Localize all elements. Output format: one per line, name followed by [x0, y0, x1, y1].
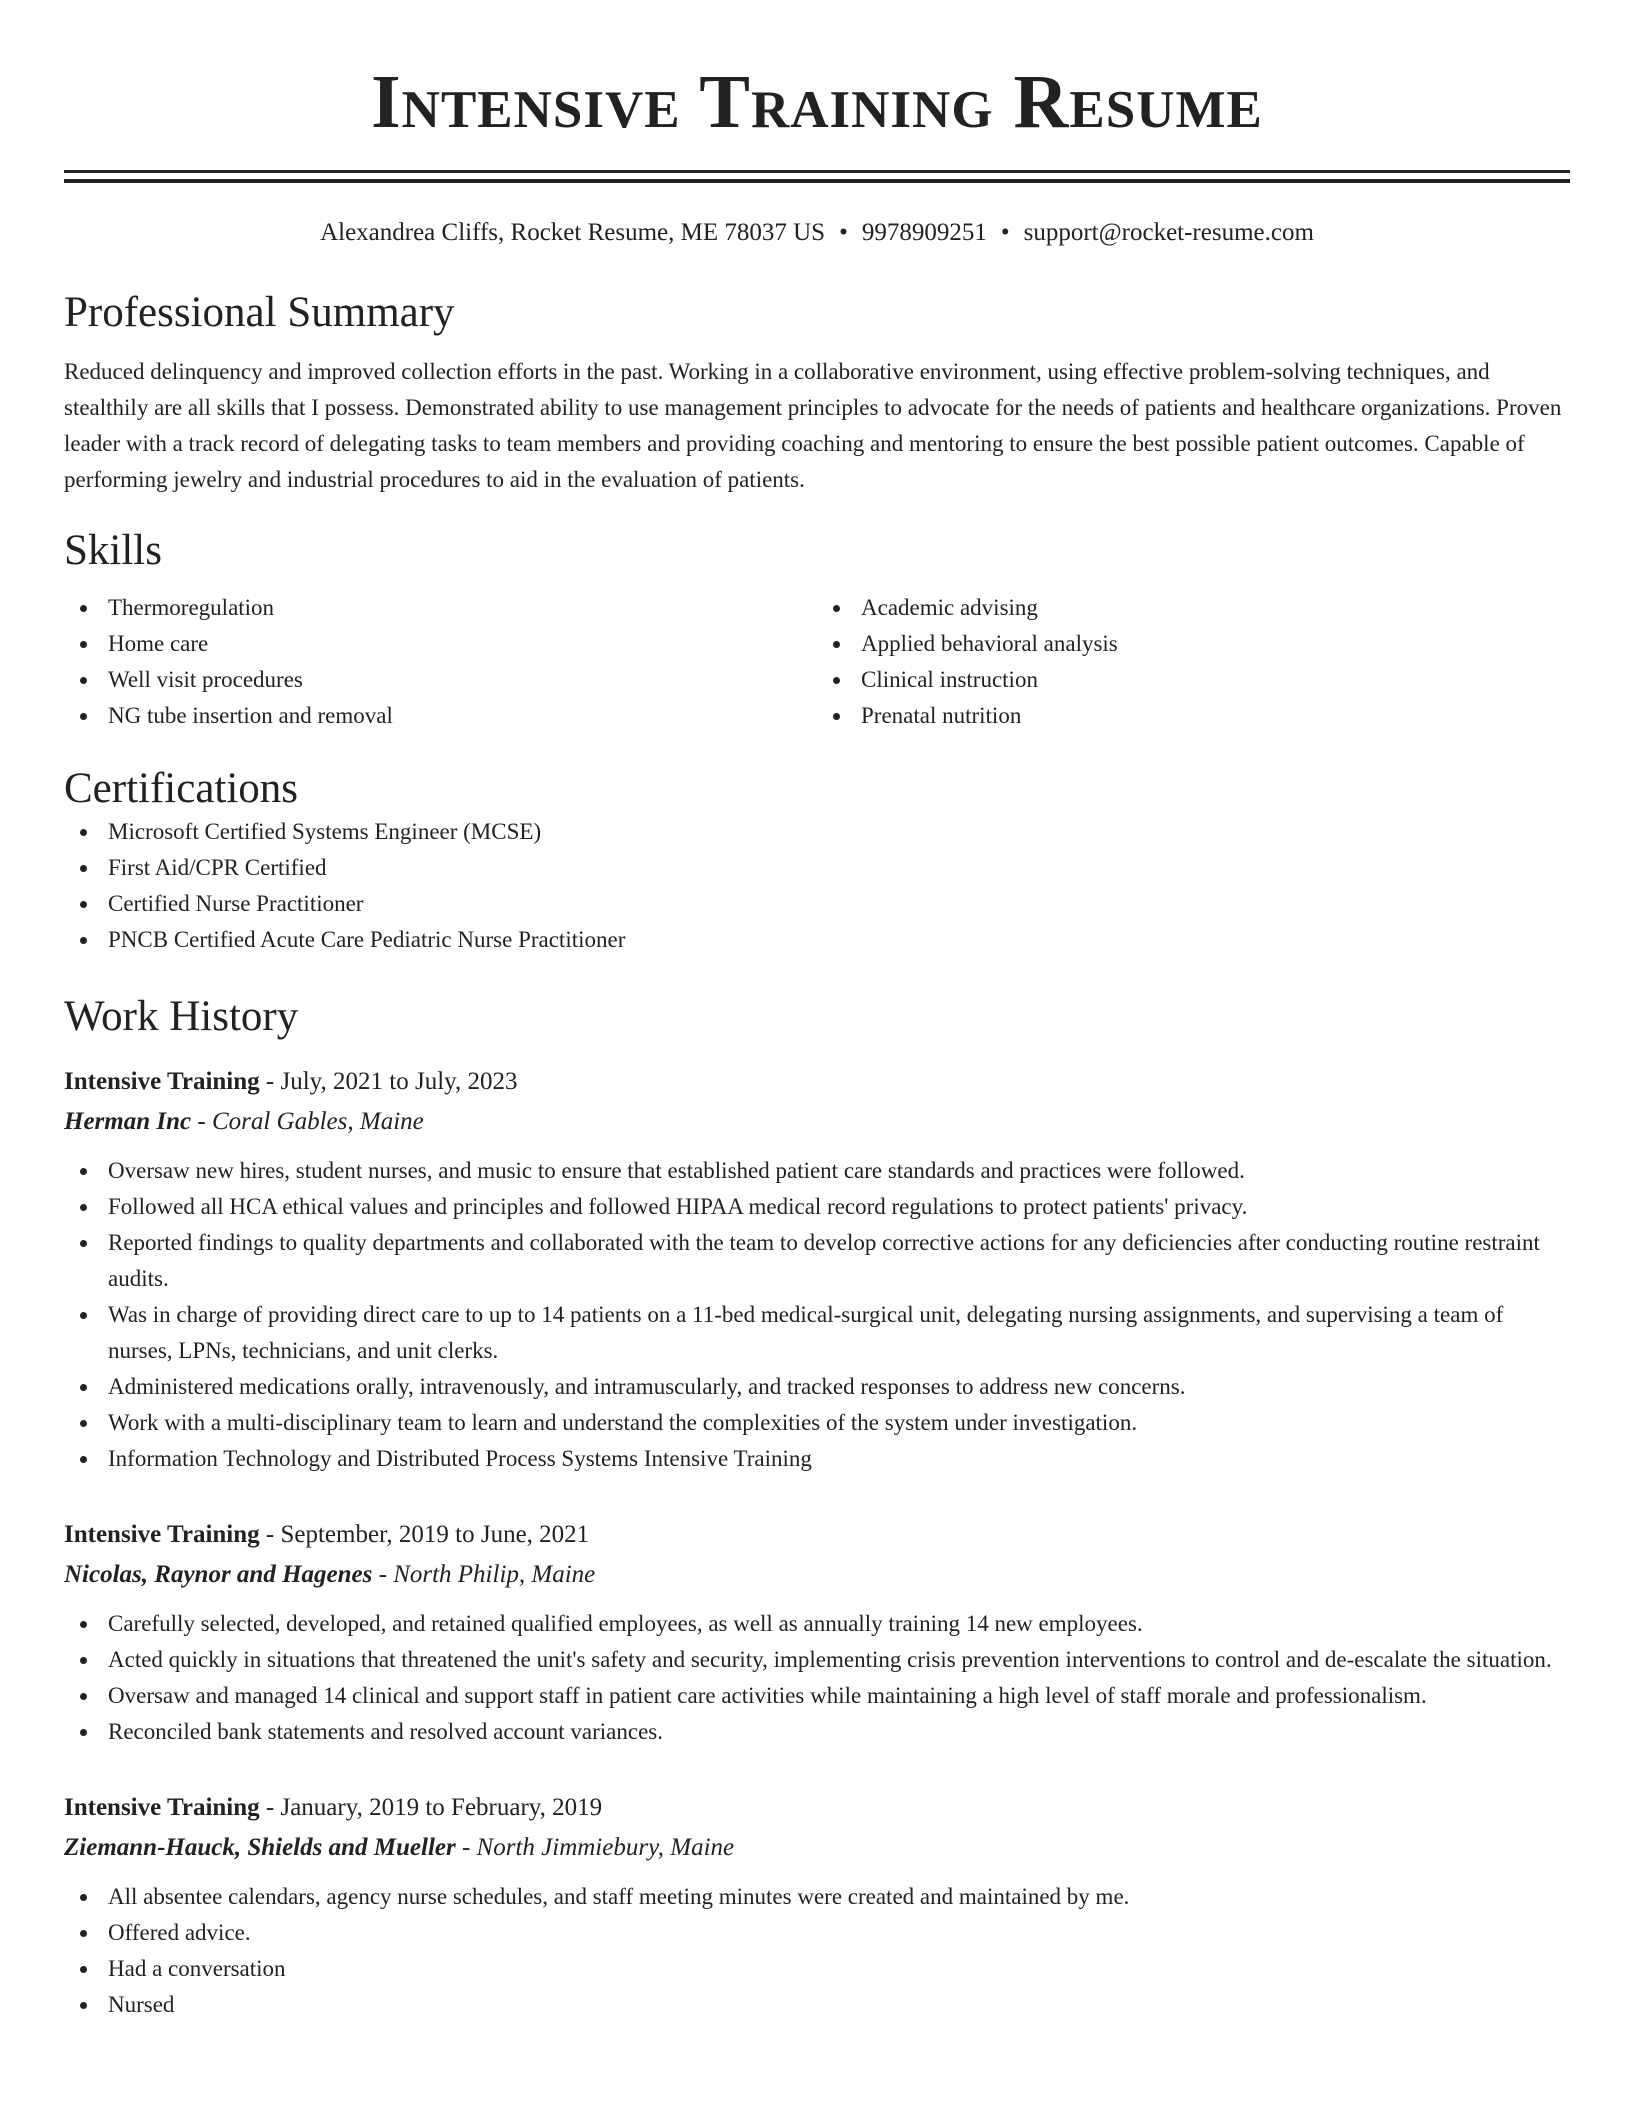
job-title-line [64, 1788, 1570, 1828]
job-title: Intensive Training [64, 1068, 260, 1095]
job-location: North Philip, Maine [393, 1561, 596, 1588]
job-bullet: Reconciled bank statements and resolved account variances. [64, 1714, 1570, 1750]
job-bullet: Reported findings to quality departments and collaborated with the team to develop corrective actions for any deficiencies after conducting routine restraint audits. [64, 1225, 1570, 1297]
skills-list [64, 590, 1570, 734]
job-dates: September, 2019 to June, 2021 [280, 1521, 590, 1548]
certifications-list [64, 814, 1570, 958]
job-bullets [64, 1879, 1570, 2023]
title-divider-bottom [64, 179, 1570, 183]
job-company: Ziemann-Hauck, Shields and Mueller [64, 1834, 456, 1861]
job-dates: January, 2019 to February, 2019 [280, 1794, 603, 1821]
job-entry [64, 1515, 1570, 1750]
job-location: North Jimmiebury, Maine [476, 1834, 735, 1861]
section-heading-skills: Skills [64, 527, 162, 574]
skill-item: Home care [64, 626, 817, 662]
job-bullet: Acted quickly in situations that threatened the unit's safety and security, implementing crisis prevention interventions to control and de-escalate the situation. [64, 1642, 1570, 1678]
job-entry [64, 1788, 1570, 2023]
job-separator: - [191, 1108, 212, 1135]
job-separator: - [455, 1834, 477, 1861]
job-company-line [64, 1828, 1570, 1868]
job-title-line [64, 1515, 1570, 1555]
job-company-line [64, 1555, 1570, 1595]
section-heading-certifications: Certifications [64, 765, 299, 812]
job-bullets [64, 1153, 1570, 1477]
job-separator: - [372, 1561, 394, 1588]
job-bullet: Offered advice. [64, 1915, 1570, 1951]
resume-title: Intensive Training Resume [371, 60, 1263, 144]
certification-item: Microsoft Certified Systems Engineer (MCSE) [64, 814, 1570, 850]
job-bullets [64, 1606, 1570, 1750]
job-title-line [64, 1062, 1570, 1102]
skill-item: Academic advising [817, 590, 1570, 626]
job-bullet: Oversaw and managed 14 clinical and support staff in patient care activities while maintaining a high level of staff morale and professionalism. [64, 1678, 1570, 1714]
job-location: Coral Gables, Maine [211, 1108, 424, 1135]
job-bullet: Information Technology and Distributed Process Systems Intensive Training [64, 1441, 1570, 1477]
skill-item: Prenatal nutrition [817, 698, 1570, 734]
job-bullet: Had a conversation [64, 1951, 1570, 1987]
skill-item: NG tube insertion and removal [64, 698, 817, 734]
skill-item: Applied behavioral analysis [817, 626, 1570, 662]
job-company-line [64, 1102, 1570, 1142]
certification-item: Certified Nurse Practitioner [64, 886, 1570, 922]
job-company: Herman Inc [64, 1108, 192, 1135]
contact-phone: 9978909251 [861, 219, 987, 246]
contact-separator: • [839, 219, 848, 246]
contact-email: support@rocket-resume.com [1023, 219, 1314, 246]
resume-page [64, 0, 1570, 2023]
job-bullet: Was in charge of providing direct care to up to 14 patients on a 11-bed medical-surgical unit, delegating nursing assignments, and supervising a team of nurses, LPNs, technicians, and unit clerks. [64, 1297, 1570, 1369]
job-company: Nicolas, Raynor and Hagenes [64, 1561, 373, 1588]
section-heading-summary: Professional Summary [64, 289, 455, 336]
skill-item: Well visit procedures [64, 662, 817, 698]
job-separator: - [259, 1521, 281, 1548]
job-separator: - [259, 1068, 281, 1095]
skill-item: Thermoregulation [64, 590, 817, 626]
job-title: Intensive Training [64, 1521, 260, 1548]
job-bullet: Work with a multi-disciplinary team to learn and understand the complexities of the system under investigation. [64, 1405, 1570, 1441]
contact-address: Alexandrea Cliffs, Rocket Resume, ME 78037 US [320, 219, 826, 246]
contact-line [64, 218, 1570, 248]
contact-separator: • [1000, 219, 1010, 246]
job-entry [64, 1062, 1570, 1477]
job-separator: - [259, 1794, 281, 1821]
title-divider-top [64, 170, 1570, 173]
job-bullet: Followed all HCA ethical values and principles and followed HIPAA medical record regulations to protect patients' privacy. [64, 1189, 1570, 1225]
skills-column-left [64, 590, 817, 734]
job-bullet: All absentee calendars, agency nurse schedules, and staff meeting minutes were created and maintained by me. [64, 1879, 1570, 1915]
job-bullet: Oversaw new hires, student nurses, and music to ensure that established patient care standards and practices were followed. [64, 1153, 1570, 1189]
section-heading-work-history: Work History [64, 993, 299, 1040]
job-title: Intensive Training [64, 1794, 260, 1821]
job-bullet: Administered medications orally, intravenously, and intramuscularly, and tracked responses to address new concerns. [64, 1369, 1570, 1405]
summary-text: Reduced delinquency and improved collection efforts in the past. Working in a collaborative environment, using effective problem-solving techniques, and stealthily are all skills that I possess. Demonstrated ability to use management principles to advocate for the needs of patients and healthcare organizations. Proven leader with a track record of delegating tasks to team members and providing coaching and mentoring to ensure the best possible patient outcomes. Capable of performing jewelry and industrial procedures to aid in the evaluation of patients. [64, 359, 1562, 492]
job-bullet: Carefully selected, developed, and retained qualified employees, as well as annually training 14 new employees. [64, 1606, 1570, 1642]
skill-item: Clinical instruction [817, 662, 1570, 698]
certification-item: First Aid/CPR Certified [64, 850, 1570, 886]
job-dates: July, 2021 to July, 2023 [280, 1068, 518, 1095]
certification-item: PNCB Certified Acute Care Pediatric Nurse Practitioner [64, 922, 1570, 958]
skills-column-right [817, 590, 1570, 734]
job-bullet: Nursed [64, 1987, 1570, 2023]
